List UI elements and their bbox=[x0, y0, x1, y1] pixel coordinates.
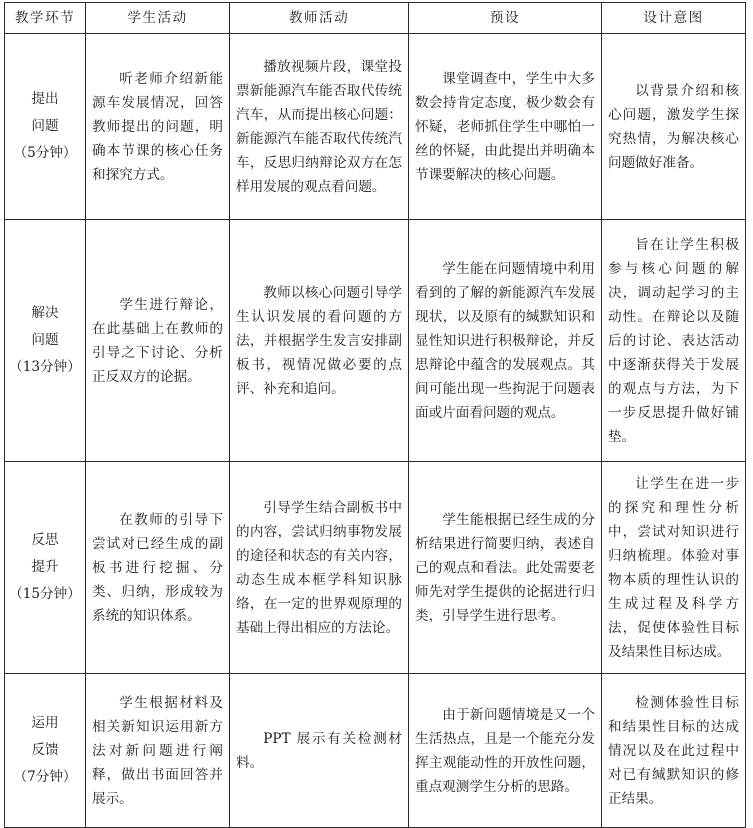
design-intent-cell: 检测体验性目标和结果性目标的达成情况以及在此过程中对已有缄默知识的修正结果。 bbox=[602, 674, 746, 828]
stage-line: 运用 bbox=[31, 715, 59, 731]
student-activity-cell: 在教师的引导下尝试对已经生成的副板书进行挖掘、分类、归纳，形成较为系统的知识体系。 bbox=[86, 462, 230, 674]
preset-cell: 课堂调查中，学生中大多数会持肯定态度，极少数会有怀疑，老师抓住学生中哪怕一丝的怀疑，由此提出并明确本节课要解决的核心问题。 bbox=[409, 34, 602, 220]
header-design-intent: 设计意图 bbox=[602, 3, 746, 34]
table-row bbox=[5, 220, 746, 462]
stage-cell bbox=[5, 220, 86, 462]
design-intent-cell: 以背景介绍和核心问题，激发学生探究热情，为解决核心问题做好准备。 bbox=[602, 34, 746, 220]
stage-line: 反思 bbox=[31, 532, 59, 548]
teacher-activity-cell: 教师以核心问题引导学生认识发展的看问题的方法，并根据学生发言安排副板书，视情况做必要的点评、补充和追问。 bbox=[230, 220, 409, 462]
header-teacher-activity: 教师活动 bbox=[230, 3, 409, 34]
stage-line: 反馈 bbox=[31, 742, 59, 758]
stage-line: 解决 bbox=[31, 305, 59, 321]
table-row bbox=[5, 462, 746, 674]
stage-cell bbox=[5, 674, 86, 828]
stage-line: 问题 bbox=[31, 118, 59, 134]
header-stage: 教学环节 bbox=[5, 3, 86, 34]
stage-duration: （13分钟） bbox=[9, 359, 81, 375]
stage-duration: （15分钟） bbox=[9, 586, 81, 602]
preset-cell: 学生能根据已经生成的分析结果进行简要归纳，表述自己的观点和看法。此处需要老师先对学生提供的论据进行归类，引导学生进行思考。 bbox=[409, 462, 602, 674]
stage-line: 提升 bbox=[31, 559, 59, 575]
header-student-activity: 学生活动 bbox=[86, 3, 230, 34]
header-preset: 预设 bbox=[409, 3, 602, 34]
table-row bbox=[5, 34, 746, 220]
design-intent-cell: 让学生在进一步的探究和理性分析中，尝试对知识进行归纳梳理。体验对事物本质的理性认识的生成过程及科学方法，促使体验性目标及结果性目标达成。 bbox=[602, 462, 746, 674]
header-row bbox=[5, 3, 746, 34]
student-activity-cell: 学生进行辩论，在此基础上在教师的引导之下讨论、分析正反双方的论据。 bbox=[86, 220, 230, 462]
stage-line: 提出 bbox=[31, 91, 59, 107]
stage-line: 问题 bbox=[31, 332, 59, 348]
teacher-activity-cell: 播放视频片段，课堂投票新能源汽车能否取代传统汽车，从而提出核心问题：新能源汽车能否取代传统汽车，反思归纳辩论双方在怎样用发展的观点看问题。 bbox=[230, 34, 409, 220]
lesson-plan-table bbox=[4, 2, 746, 828]
stage-cell bbox=[5, 34, 86, 220]
stage-cell bbox=[5, 462, 86, 674]
stage-duration: （7分钟） bbox=[13, 769, 77, 785]
design-intent-cell: 旨在让学生积极参与核心问题的解决，调动起学习的主动性。在辩论以及随后的讨论、表达活动中逐渐获得关于发展的观点与方法，为下一步反思提升做好铺垫。 bbox=[602, 220, 746, 462]
student-activity-cell: 听老师介绍新能源车发展情况，回答教师提出的问题，明确本节课的核心任务和探究方式。 bbox=[86, 34, 230, 220]
stage-duration: （5分钟） bbox=[13, 145, 77, 161]
student-activity-cell: 学生根据材料及相关新知识运用新方法对新问题进行阐释，做出书面回答并展示。 bbox=[86, 674, 230, 828]
preset-cell: 由于新问题情境是又一个生活热点，且是一个能充分发挥主观能动性的开放性问题，重点观测学生分析的思路。 bbox=[409, 674, 602, 828]
table-row bbox=[5, 674, 746, 828]
preset-cell: 学生能在问题情境中利用看到的了解的新能源汽车发展现状，以及原有的缄默知识和显性知识进行积极辩论，并反思辩论中蕴含的发展观点。其间可能出现一些拘泥于问题表面或片面看问题的观点。 bbox=[409, 220, 602, 462]
teacher-activity-cell: 引导学生结合副板书中的内容，尝试归纳事物发展的途径和状态的有关内容，动态生成本框学科知识脉络，在一定的世界观原理的基础上得出相应的方法论。 bbox=[230, 462, 409, 674]
teacher-activity-cell: PPT 展示有关检测材料。 bbox=[230, 674, 409, 828]
